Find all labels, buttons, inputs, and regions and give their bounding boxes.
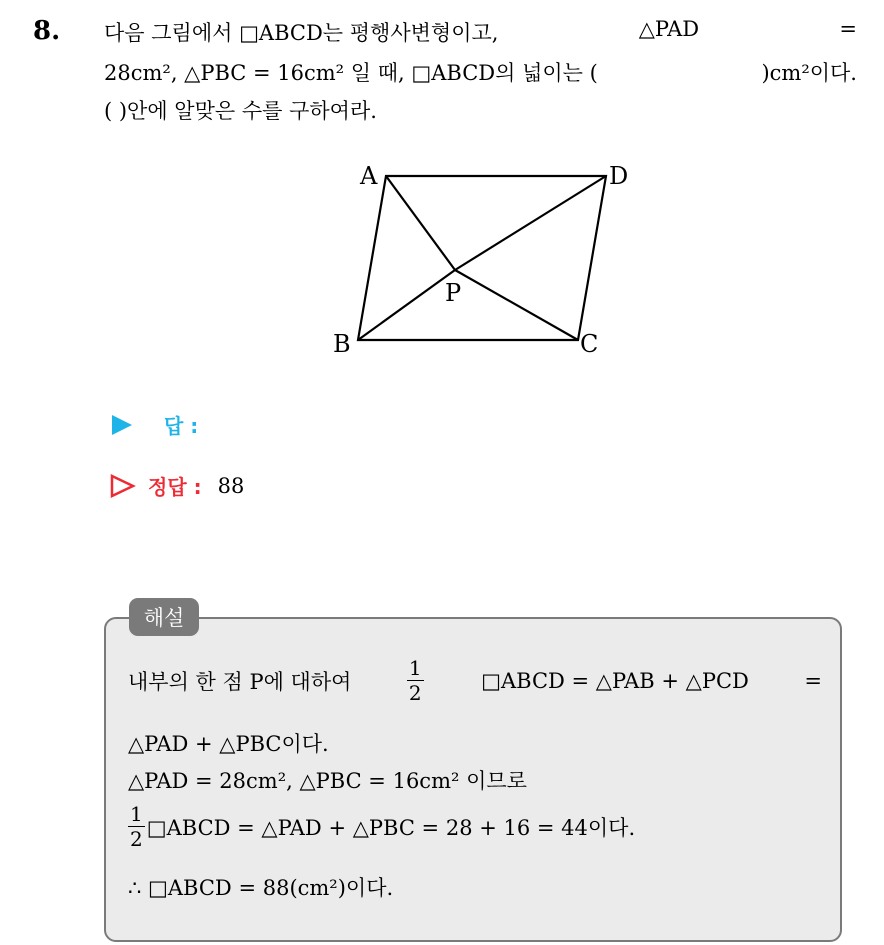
figure-lines	[358, 176, 606, 340]
segment-pd	[455, 176, 606, 270]
solution-line-1-equals: =	[804, 668, 822, 693]
segment-pb	[358, 270, 455, 340]
question-line-2-left: 28cm², △PBC = 16cm² 일 때, □ABCD의 넓이는 (	[104, 61, 598, 85]
fraction-denominator-2: 2	[130, 827, 143, 851]
label-c: C	[580, 330, 599, 358]
fraction-one-half	[407, 658, 424, 703]
solution-line-1-mid: □ABCD = △PAB + △PCD	[481, 668, 749, 693]
question-line-1-equals: =	[839, 17, 857, 41]
solution-line-2: △PAD + △PBC이다.	[128, 732, 329, 756]
label-p: P	[445, 279, 462, 307]
solution-line-1	[128, 658, 822, 703]
question-line-1-pad: △PAD	[638, 17, 700, 41]
solution-line-1-prefix: 내부의 한 점 P에 대하여	[128, 669, 352, 694]
question-line-2	[104, 57, 857, 87]
segment-pa	[386, 176, 455, 270]
fraction-numerator: 1	[408, 656, 422, 680]
play-filled-icon	[110, 414, 134, 436]
segment-pc	[455, 270, 578, 340]
correct-answer-value: 88	[217, 473, 245, 498]
solution-line-5: ∴ □ABCD = 88(cm²)이다.	[128, 876, 394, 900]
parallelogram-figure	[330, 160, 650, 360]
label-d: D	[609, 162, 629, 190]
fraction-denominator: 2	[408, 681, 422, 705]
correct-answer-row	[110, 471, 244, 500]
fraction-one-half-2	[128, 804, 145, 849]
question-line-1	[104, 17, 857, 47]
answer-label: 답 :	[164, 414, 199, 438]
label-b: B	[333, 330, 351, 358]
parallelogram-abcd	[358, 176, 606, 340]
answer-row	[110, 410, 198, 439]
fraction-numerator-2: 1	[130, 802, 143, 826]
play-outline-icon	[110, 474, 136, 498]
correct-answer-label: 정답 :	[148, 475, 202, 499]
solution-line-4	[128, 804, 635, 849]
question-line-1-text: 다음 그림에서 □ABCD는 평행사변형이고,	[104, 21, 499, 45]
question-number: 8.	[33, 16, 61, 46]
question-line-2-right: )cm²이다.	[761, 61, 857, 85]
solution-line-3: △PAD = 28cm², △PBC = 16cm² 이므로	[128, 769, 527, 793]
label-a: A	[360, 162, 378, 190]
question-line-3: ( )안에 알맞은 수를 구하여라.	[104, 99, 377, 123]
solution-tab: 해설	[129, 598, 199, 636]
solution-line-4-text: □ABCD = △PAD + △PBC = 28 + 16 = 44이다.	[146, 815, 636, 840]
